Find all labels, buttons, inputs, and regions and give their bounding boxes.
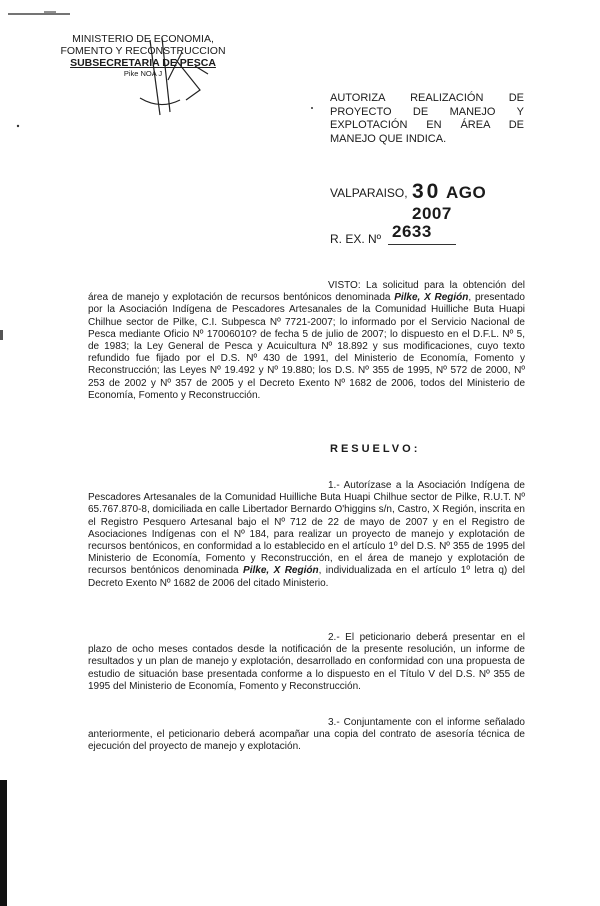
- date-day: 30: [412, 180, 442, 203]
- header-place: Pike NOA J: [123, 69, 163, 78]
- scan-dot: [17, 125, 19, 127]
- item-1-area-name: Pilke, X Región: [243, 565, 319, 577]
- item-2-text-1: El peticionario deberá presentar en el plazo de ocho meses contados desde la notificación de la presente resolución, un informe de resultados y un plan de manejo y explotación, desarrollado en conformidad con una propuesta de estudio de situación base presentada conforme a lo dispuesto en el Título V del D.S. Nº 355 de 1995 del Ministerio de Economía, Fomento y Reconstrucción.: [88, 632, 525, 692]
- visto-text-1: La solicitud para la obtención del área de manejo y explotación de recursos bentónicos denominada: [88, 280, 525, 304]
- left-edge-shadow: [0, 780, 7, 906]
- ministry-name-line2: FOMENTO Y RECONSTRUCCION: [60, 45, 226, 57]
- ministry-name-line1: MINISTERIO DE ECONOMIA,: [72, 33, 214, 45]
- resolution-number-row: [330, 222, 530, 248]
- scan-dot: [311, 107, 313, 109]
- resolution-number: 2633: [392, 222, 432, 241]
- resuelvo-heading: RESUELVO:: [330, 443, 421, 455]
- resolution-underline: [388, 244, 456, 245]
- resolution-item-1: [88, 480, 525, 590]
- date-month-year: AGO 2007: [412, 183, 487, 223]
- visto-paragraph: [88, 280, 525, 402]
- date-row: [330, 180, 530, 223]
- visto-label: VISTO:: [328, 280, 361, 291]
- date-city: VALPARAISO,: [330, 186, 408, 200]
- item-3-number: 3.-: [328, 717, 340, 728]
- item-1-text-1: Autorízase a la Asociación Indígena de Pescadores Artesanales de la Comunidad Huilliche Buta Huapi Chilhue sector de Pilke, R.U.T. Nº 65.767.870-8, domiciliada en calle Libertador Bernardo O'higgins s/n, Castro, X Región, inscrita en el Registro Pesquero Artesanal bajo el Nº 712 de 22 de mayo de 2007 y en el Registro de Asociaciones Indígenas con el Nº 184, para realizar un proyecto de manejo y explotación de recursos bentónicos, en conformidad a lo establecido en el artículo 1º del D.S. Nº 355 de 1995 del Ministerio de Economía, Fomento y Reconstrucción, en el área de manejo y explotación de recursos bentónicos denominada: [88, 480, 525, 577]
- resolution-item-2: [88, 632, 525, 693]
- ministry-header: [58, 33, 228, 78]
- left-edge-mark: [0, 330, 3, 340]
- visto-area-name: Pilke, X Región: [394, 292, 469, 304]
- item-1-number: 1.-: [328, 480, 340, 491]
- resolution-subject: AUTORIZA REALIZACIÓN DE PROYECTO DE MANEJO Y EXPLOTACIÓN EN ÁREA DE MANEJO QUE INDICA.: [330, 92, 524, 145]
- subsecretaria-name: SUBSECRETARIA DE PESCA: [70, 57, 216, 69]
- item-3-text-1: Conjuntamente con el informe señalado anteriormente, el peticionario deberá acompañar una copia del contrato de asesoría técnica de ejecución del proyecto de manejo y explotación.: [88, 717, 525, 753]
- item-2-number: 2.-: [328, 632, 340, 643]
- resolution-item-3: [88, 717, 525, 754]
- resolution-label: R. EX. Nº: [330, 232, 382, 246]
- item-1-text-2: , individualizada en el artículo 1º letra q) del Decreto Exento Nº 1682 de 2006 del citado Ministerio.: [88, 565, 525, 589]
- date-stamp: [412, 180, 530, 224]
- visto-text-2: , presentado por la Asociación Indígena de Pescadores Artesanales de la Comunidad Huilliche Buta Huapi Chilhue sector de Pilke, C.I. Subpesca Nº 7721-2007; lo informado por el Servicio Nacional de Pesca mediante Oficio Nº 17006010? de fecha 5 de julio de 2007; lo dispuesto en el D.F.L. Nº 5, de 1983; la Ley General de Pesca y Acuicultura Nº 18.892 y sus modificaciones, cuyo texto refundido fue fijado por el D.S. Nº 430 de 1991, del Ministerio de Economía, Fomento y Reconstrucción; las Leyes Nº 19.492 y Nº 19.880; los D.S. Nº 355 de 1995, Nº 572 de 2000, Nº 253 de 2002 y Nº 357 de 2005 y el Decreto Exento Nº 1682 de 2006, todos del Ministerio de Economía, Fomento y Reconstrucción.: [88, 292, 525, 401]
